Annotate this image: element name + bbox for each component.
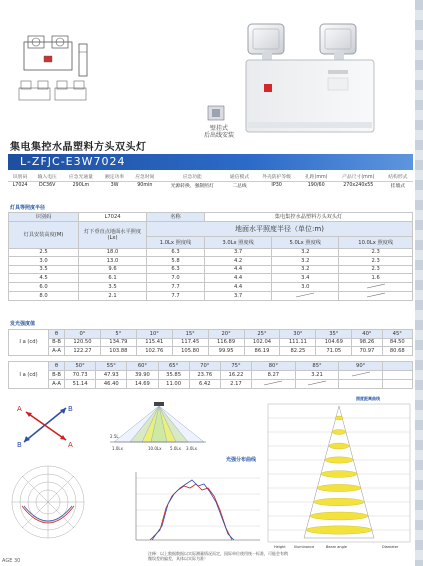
illum-cell: 3.2: [272, 265, 339, 274]
illum-cell-empty: [272, 291, 339, 300]
spec-header: 应急功能: [182, 174, 202, 180]
angle-cell: 40°: [352, 330, 382, 339]
intensity-cell: 14.69: [127, 379, 158, 388]
intensity-cell: 134.79: [100, 338, 136, 347]
footer-note: 注释：以上数据数据以实际测量情况而定，国际单位使用统一标准，可能会有稍微误差的偏差，具体以实际为准！: [148, 551, 288, 561]
right-bottom-label: Height: [274, 545, 286, 549]
angle-cell: 10°: [136, 330, 172, 339]
angle-cell: 35°: [316, 330, 352, 339]
intensity-cell: 23.76: [189, 370, 220, 379]
spec-value: 光源转换、强制照灯: [160, 181, 224, 190]
spec-value: 3W: [99, 181, 129, 190]
theta-label: θ: [49, 362, 65, 371]
name-value: 集电集控水晶塑料方头双头灯: [205, 213, 413, 222]
product-title: 集电集控水晶塑料方头双头灯: [10, 142, 147, 153]
illumination-cone-diagram: [108, 402, 208, 460]
right-chart-title: 照度距离曲线: [356, 396, 380, 401]
cone-label: 5.0Lx: [170, 446, 181, 451]
spec-value: DC36V: [32, 181, 62, 190]
angle-cell: 15°: [172, 330, 208, 339]
intensity-curve-chart: [126, 468, 264, 548]
intensity-cell: 103.88: [100, 347, 136, 356]
theta-label: θ: [49, 330, 65, 339]
spec-value-row: [8, 181, 413, 190]
angle-cell: 50°: [65, 362, 96, 371]
front-view-drawing: [22, 34, 74, 74]
intensity-cell: 111.11: [280, 338, 316, 347]
illum-ellipse: [306, 526, 372, 534]
spec-value: 190/60: [299, 181, 334, 190]
illum-cell: 7.7: [147, 291, 205, 300]
series-label: A-A: [49, 347, 65, 356]
illum-cell: 4.4: [205, 265, 272, 274]
intensity-cell: 122.27: [65, 347, 101, 356]
spec-value: IP30: [255, 181, 299, 190]
illum-row: [9, 265, 413, 274]
illum-cell: 3.2: [272, 248, 339, 257]
intensity-cell: 11.00: [158, 379, 189, 388]
illum-ellipse: [329, 443, 349, 449]
curve-title: 光强分布曲线: [226, 457, 257, 463]
illum-cell: 6.3: [147, 248, 205, 257]
intensity-row-aa: [9, 347, 413, 356]
intensity-row-bb: [9, 338, 413, 347]
intensity-cell-empty: [339, 379, 383, 388]
angle-cell: 55°: [96, 362, 127, 371]
illum-cell: 1.6: [339, 274, 413, 283]
intensity-cell: 2.17: [220, 379, 251, 388]
intensity-cell: 102.76: [136, 347, 172, 356]
intensity-cell: 120.50: [65, 338, 101, 347]
plane-direction-diagram: [14, 402, 76, 448]
illum-ellipse: [317, 484, 361, 491]
illum-cell: 2.3: [339, 257, 413, 266]
compass-label: A: [17, 405, 22, 413]
top-view-drawing: [18, 80, 51, 102]
right-bottom-label: Beam angle: [326, 545, 347, 549]
spec-value: L7024: [8, 181, 32, 190]
angle-cell: 65°: [158, 362, 189, 371]
series-label: B-B: [49, 370, 65, 379]
spec-header: 结构形式: [388, 174, 408, 180]
illum-cell: 4.2: [205, 257, 272, 266]
angle-cell: 75°: [220, 362, 251, 371]
angle-cell: 85°: [295, 362, 339, 371]
illum-id-row: [9, 213, 413, 222]
intensity-cell-empty: [252, 379, 296, 388]
empty-cell-slash: [365, 283, 387, 289]
vertical-illum-header: 灯下垂直点地面水平照度(Lx): [79, 221, 147, 248]
illum-cell-empty: [339, 282, 413, 291]
intensity-cell: 102.04: [244, 338, 280, 347]
intensity-cell: 46.40: [96, 379, 127, 388]
illum-cell: 3.5: [9, 265, 79, 274]
page-number: AGE 30: [2, 558, 21, 564]
illum-cell: 3.2: [272, 257, 339, 266]
illum-cell-empty: [339, 291, 413, 300]
illum-ellipse: [332, 430, 346, 435]
intensity-cell: 70.73: [65, 370, 96, 379]
empty-cell-slash: [350, 371, 372, 377]
illum-cell: 2.3: [339, 265, 413, 274]
empty-cell-slash: [262, 380, 284, 386]
product-image-area: [0, 0, 415, 139]
mount-label-line1: 壁挂式: [210, 125, 229, 132]
intensity-cell: 98.26: [352, 338, 382, 347]
spec-value: 90min: [130, 181, 160, 190]
radius-header: 地面水平照度半径（单位:m): [147, 221, 413, 236]
intensity-cell: 16.22: [220, 370, 251, 379]
empty-cell-slash: [294, 292, 316, 298]
intensity-cell: 35.85: [158, 370, 189, 379]
spec-header: 通信模式: [229, 174, 250, 180]
series-label: A-A: [49, 379, 65, 388]
intensity-cell: 104.69: [316, 338, 352, 347]
illum-section-title: 灯具等照度半径: [10, 205, 46, 211]
intensity-table-2: [8, 361, 413, 389]
intensity-cell: 71.05: [316, 347, 352, 356]
spec-header: 外壳防护等级: [262, 174, 292, 180]
intensity-angle-row: [9, 330, 413, 339]
angle-cell: 45°: [382, 330, 412, 339]
intensity-cell-empty: [339, 370, 383, 379]
intensity-cell: 115.41: [136, 338, 172, 347]
illum-cell: 6.1: [79, 274, 147, 283]
illum-cell: 3.7: [205, 248, 272, 257]
illum-cell: 4.5: [9, 274, 79, 283]
illum-cell: 5.8: [147, 257, 205, 266]
illum-cell: 2.3: [339, 248, 413, 257]
lux-subheader: 10.0Lx 照度线: [339, 236, 413, 248]
intensity-cell: 3.21: [295, 370, 339, 379]
illuminance-table: [8, 212, 413, 301]
spec-header: 孔距(mm): [304, 174, 328, 180]
illum-cell: 2.1: [79, 291, 147, 300]
illum-cell: 4.4: [205, 282, 272, 291]
illum-header-row: [9, 221, 413, 236]
mount-label: [204, 125, 234, 139]
illum-row: [9, 248, 413, 257]
spec-header: 应急时间: [135, 174, 155, 180]
illum-cell: 3.0: [272, 282, 339, 291]
angle-cell: 20°: [208, 330, 244, 339]
angle-cell-empty: [383, 362, 413, 371]
intensity-row-label: I a (cd): [9, 362, 49, 389]
polar-distribution-plot: [8, 462, 90, 550]
intensity-cell-empty: [295, 379, 339, 388]
intensity-section-title: 发光强度值: [10, 321, 36, 327]
intensity-cell-empty: [383, 370, 413, 379]
illum-cell: 7.7: [147, 282, 205, 291]
intensity-cell: 99.95: [208, 347, 244, 356]
illum-ellipse: [321, 471, 357, 478]
lux-subheader: 3.0Lx 照度线: [205, 236, 272, 248]
spec-value: 290Lm: [62, 181, 99, 190]
intensity-cell: 116.89: [208, 338, 244, 347]
compass-label: B: [68, 405, 73, 413]
illum-cell: 2.5: [9, 248, 79, 257]
name-label: 名称: [147, 213, 205, 222]
compass-label: A: [68, 441, 73, 448]
angle-cell: 5°: [100, 330, 136, 339]
mount-label-line2: 后出线安装: [204, 132, 235, 139]
intensity-cell: 70.97: [352, 347, 382, 356]
illum-cell: 4.4: [205, 274, 272, 283]
illuminance-distance-chart: [264, 402, 414, 552]
intensity-row-label: I a (cd): [9, 330, 49, 356]
intensity-cell: 39.90: [127, 370, 158, 379]
illum-cell: 9.6: [79, 265, 147, 274]
spec-header: 输入电压: [37, 174, 57, 180]
id-value: L7024: [79, 213, 147, 222]
spec-table: [8, 172, 413, 190]
spec-header-row: [8, 172, 413, 181]
illum-cell: 18.0: [79, 248, 147, 257]
right-bottom-label: Diameter: [382, 545, 399, 549]
cone-label: 10.0Lx: [148, 446, 162, 451]
spec-header: 应急光通量: [68, 174, 93, 180]
lamp-symbol: [154, 402, 164, 406]
angle-cell: 30°: [280, 330, 316, 339]
angle-cell: 25°: [244, 330, 280, 339]
spec-header: 产品尺寸(mm): [342, 174, 375, 180]
illum-cell: 6.3: [147, 265, 205, 274]
compass-label: B: [17, 441, 22, 448]
cone-label: 1.0Lx: [112, 446, 123, 451]
illum-cell: 3.0: [9, 257, 79, 266]
illum-cell: 8.0: [9, 291, 79, 300]
mount-height-header: 灯具安装高度(M): [9, 221, 79, 248]
spec-header: 额定功率: [104, 174, 125, 180]
lux-subheader: 1.0Lx 照度线: [147, 236, 205, 248]
cone-label: 3.0Lx: [186, 446, 197, 451]
illum-ellipse: [335, 416, 343, 420]
intensity-cell: 82.25: [280, 347, 316, 356]
illum-ellipse: [310, 512, 368, 520]
intensity-cell: 84.50: [382, 338, 412, 347]
empty-cell-slash: [306, 380, 328, 386]
lamp-product-photo: [244, 22, 376, 134]
right-bottom-label: Illuminance: [294, 545, 315, 549]
intensity-cell: 86.19: [244, 347, 280, 356]
illum-row: [9, 257, 413, 266]
illum-cell: 3.5: [79, 282, 147, 291]
spec-header: 识别码: [12, 174, 28, 180]
intensity-table-1: [8, 329, 413, 356]
illum-ellipse: [314, 498, 364, 506]
model-bar: [8, 154, 413, 170]
spec-value: 270x240x55: [334, 181, 383, 190]
lux-subheader: 5.0Lx 照度线: [272, 236, 339, 248]
illum-cell: 6.0: [9, 282, 79, 291]
illum-row: [9, 282, 413, 291]
intensity-cell: 105.80: [172, 347, 208, 356]
intensity-angle-row: [9, 362, 413, 371]
intensity-row-aa: [9, 379, 413, 388]
back-view-drawing: [54, 80, 87, 102]
intensity-cell: 117.45: [172, 338, 208, 347]
intensity-cell: 6.42: [189, 379, 220, 388]
illum-ellipse: [325, 457, 353, 463]
spec-value: 二总线: [224, 181, 254, 190]
intensity-row-bb: [9, 370, 413, 379]
angle-cell: 90°: [339, 362, 383, 371]
intensity-cell: 80.68: [382, 347, 412, 356]
id-label: 识别码: [9, 213, 79, 222]
illum-cell: 7.0: [147, 274, 205, 283]
intensity-cell: 51.14: [65, 379, 96, 388]
model-code: L-ZFJC-E3W7024: [20, 155, 126, 168]
page-edge-strip: [415, 0, 423, 566]
illum-row: [9, 274, 413, 283]
series-label: B-B: [49, 338, 65, 347]
intensity-cell: 47.93: [96, 370, 127, 379]
cone-label: 2.5L: [110, 434, 119, 439]
illum-cell: 13.0: [79, 257, 147, 266]
side-view-drawing: [76, 42, 90, 78]
angle-cell: 60°: [127, 362, 158, 371]
mount-detail-photo: [206, 104, 226, 122]
angle-cell: 80°: [252, 362, 296, 371]
illum-cell: 3.4: [272, 274, 339, 283]
illum-row: [9, 291, 413, 300]
intensity-cell-empty: [383, 379, 413, 388]
spec-value: 挂墙式: [383, 181, 413, 190]
intensity-cell: 8.27: [252, 370, 296, 379]
angle-cell: 70°: [189, 362, 220, 371]
empty-cell-slash: [365, 292, 387, 298]
illum-cell: 3.7: [205, 291, 272, 300]
angle-cell: 0°: [65, 330, 101, 339]
